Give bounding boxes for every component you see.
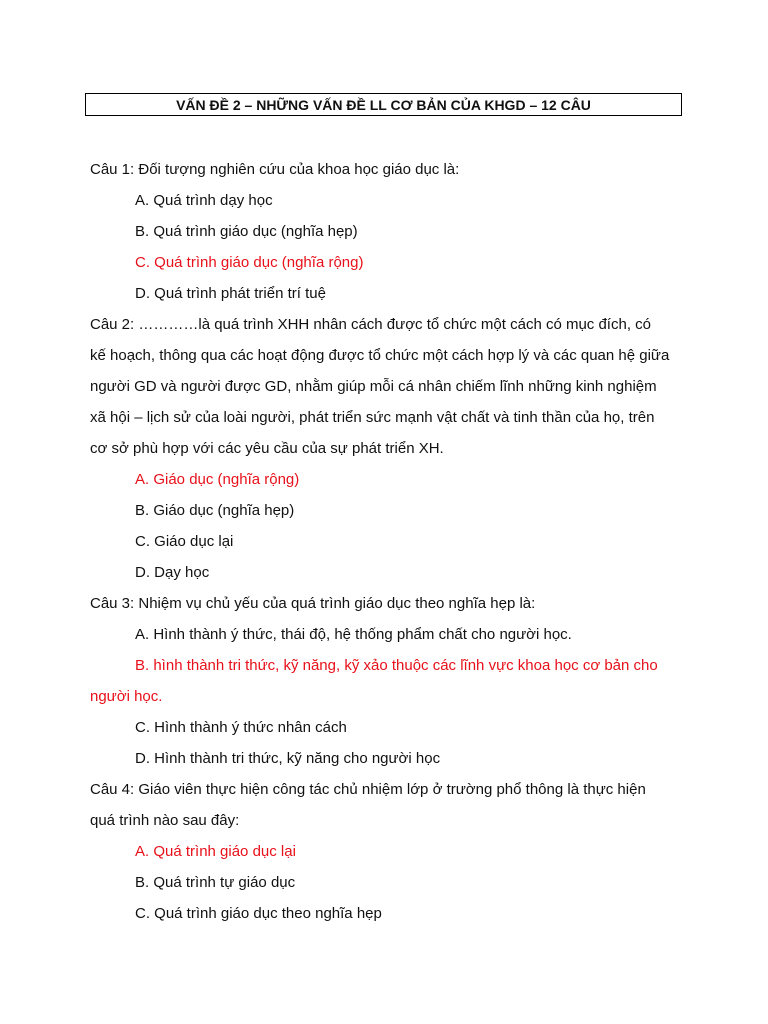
question-1-text: Câu 1: Đối tượng nghiên cứu của khoa học giáo dục là: [90, 161, 460, 178]
question-3-option-b-answer: B. hình thành tri thức, kỹ năng, kỹ xảo thuộc các lĩnh vực khoa học cơ bản cho người học. [90, 657, 658, 705]
question-3-option-c: C. Hình thành ý thức nhân cách [135, 719, 347, 736]
section-title: VẤN ĐỀ 2 – NHỮNG VẤN ĐỀ LL CƠ BẢN CỦA KHGD – 12 CÂU [85, 93, 682, 116]
question-1-option-c-answer: C. Quá trình giáo dục (nghĩa rộng) [135, 254, 364, 271]
question-3-option-a: A. Hình thành ý thức, thái độ, hệ thống phẩm chất cho người học. [135, 626, 572, 643]
question-1-option-a: A. Quá trình dạy học [135, 192, 273, 209]
question-2-option-b: B. Giáo dục (nghĩa hẹp) [135, 502, 295, 519]
question-4-option-c: C. Quá trình giáo dục theo nghĩa hẹp [135, 905, 382, 922]
question-4-text: Câu 4: Giáo viên thực hiện công tác chủ nhiệm lớp ở trường phổ thông là thực hiện quá trình nào sau đây: [90, 781, 646, 829]
question-list [90, 154, 670, 929]
question-2-option-a-answer: A. Giáo dục (nghĩa rộng) [135, 471, 300, 488]
question-3-option-d: D. Hình thành tri thức, kỹ năng cho người học [135, 750, 441, 767]
question-1-option-d: D. Quá trình phát triển trí tuệ [135, 285, 326, 302]
question-2-text: Câu 2: …………là quá trình XHH nhân cách được tổ chức một cách có mục đích, có kế hoạch, thông qua các hoạt động được tổ chức một cách hợp lý và các quan hệ giữa người GD và người được GD, nhằm giúp mỗi cá nhân chiếm lĩnh những kinh nghiệm xã hội – lịch sử của loài người, phát triển sức mạnh vật chất và tinh thần của họ, trên cơ sở phù hợp với các yêu cầu của sự phát triển XH. [90, 316, 670, 457]
question-3-text: Câu 3: Nhiệm vụ chủ yếu của quá trình giáo dục theo nghĩa hẹp là: [90, 595, 536, 612]
question-2-option-c: C. Giáo dục lại [135, 533, 234, 550]
question-4-option-b: B. Quá trình tự giáo dục [135, 874, 296, 891]
question-2-option-d: D. Dạy học [135, 564, 210, 581]
question-1-option-b: B. Quá trình giáo dục (nghĩa hẹp) [135, 223, 358, 240]
question-4-option-a-answer: A. Quá trình giáo dục lại [135, 843, 296, 860]
